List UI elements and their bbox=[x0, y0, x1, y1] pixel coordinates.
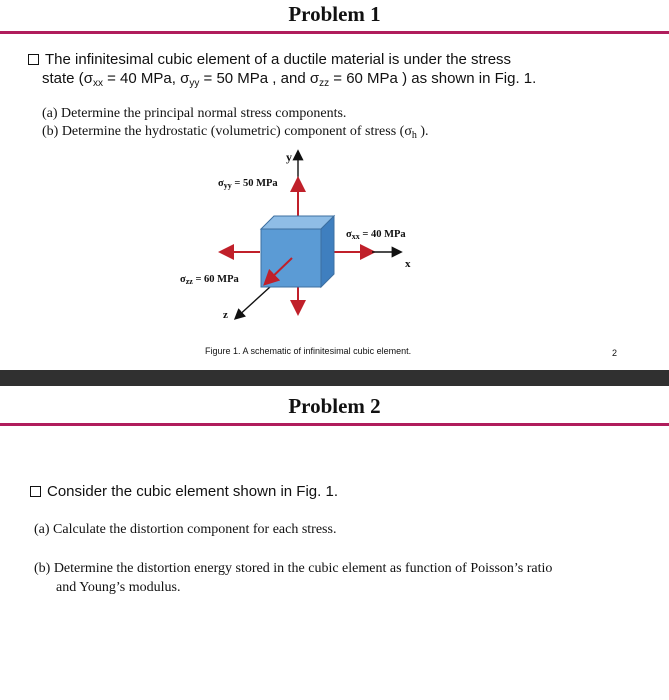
syy-label: σyy = 50 MPa bbox=[218, 178, 278, 190]
problem2-title: Problem 2 bbox=[288, 394, 381, 418]
szz-label: σzz = 60 MPa bbox=[180, 274, 239, 286]
page-number: 2 bbox=[612, 348, 618, 358]
problem1-title: Problem 1 bbox=[288, 2, 381, 26]
problem1-part-b: (b) Determine the hydrostatic (volumetric) component of stress ($\sigma_h$ ). bbox=[42, 124, 429, 141]
problem1-intro-line2: state ($\sigma_{xx} = 40$ MPa, $\sigma_{yy} = 50$ MPa , and $\sigma_{zz} = 60$ MPa ) as shown in Fig. 1. bbox=[42, 70, 537, 89]
sxx-label: σxx = 40 MPa bbox=[346, 229, 406, 241]
checkbox-bullet-icon bbox=[28, 54, 39, 65]
problem2-part-b: (b) Determine the distortion energy stored in the cubic element as function of Poisson’s ratio bbox=[34, 561, 553, 576]
title-rule bbox=[0, 31, 669, 34]
figure-caption: Figure 1. A schematic of infinitesimal cubic element. bbox=[205, 346, 412, 356]
x-axis-label: x bbox=[405, 258, 411, 270]
problem1-part-a: (a) Determine the principal normal stress components. bbox=[42, 106, 347, 121]
problem1-intro: The infinitesimal cubic element of a ductile material is under the stress bbox=[28, 50, 648, 69]
problem2-part-a: (a) Calculate the distortion component for each stress. bbox=[34, 522, 337, 537]
problem2-intro: Consider the cubic element shown in Fig. 1. bbox=[30, 483, 338, 500]
y-axis-label: y bbox=[286, 150, 292, 164]
title-rule-2 bbox=[0, 423, 669, 426]
figure-cube-schematic bbox=[0, 140, 669, 370]
problem2-part-b-line2: and Young’s modulus. bbox=[56, 580, 181, 595]
slide-divider bbox=[0, 370, 669, 386]
checkbox-bullet-icon bbox=[30, 486, 41, 497]
z-axis-label: z bbox=[223, 309, 228, 321]
z-axis-arrow bbox=[236, 287, 270, 318]
